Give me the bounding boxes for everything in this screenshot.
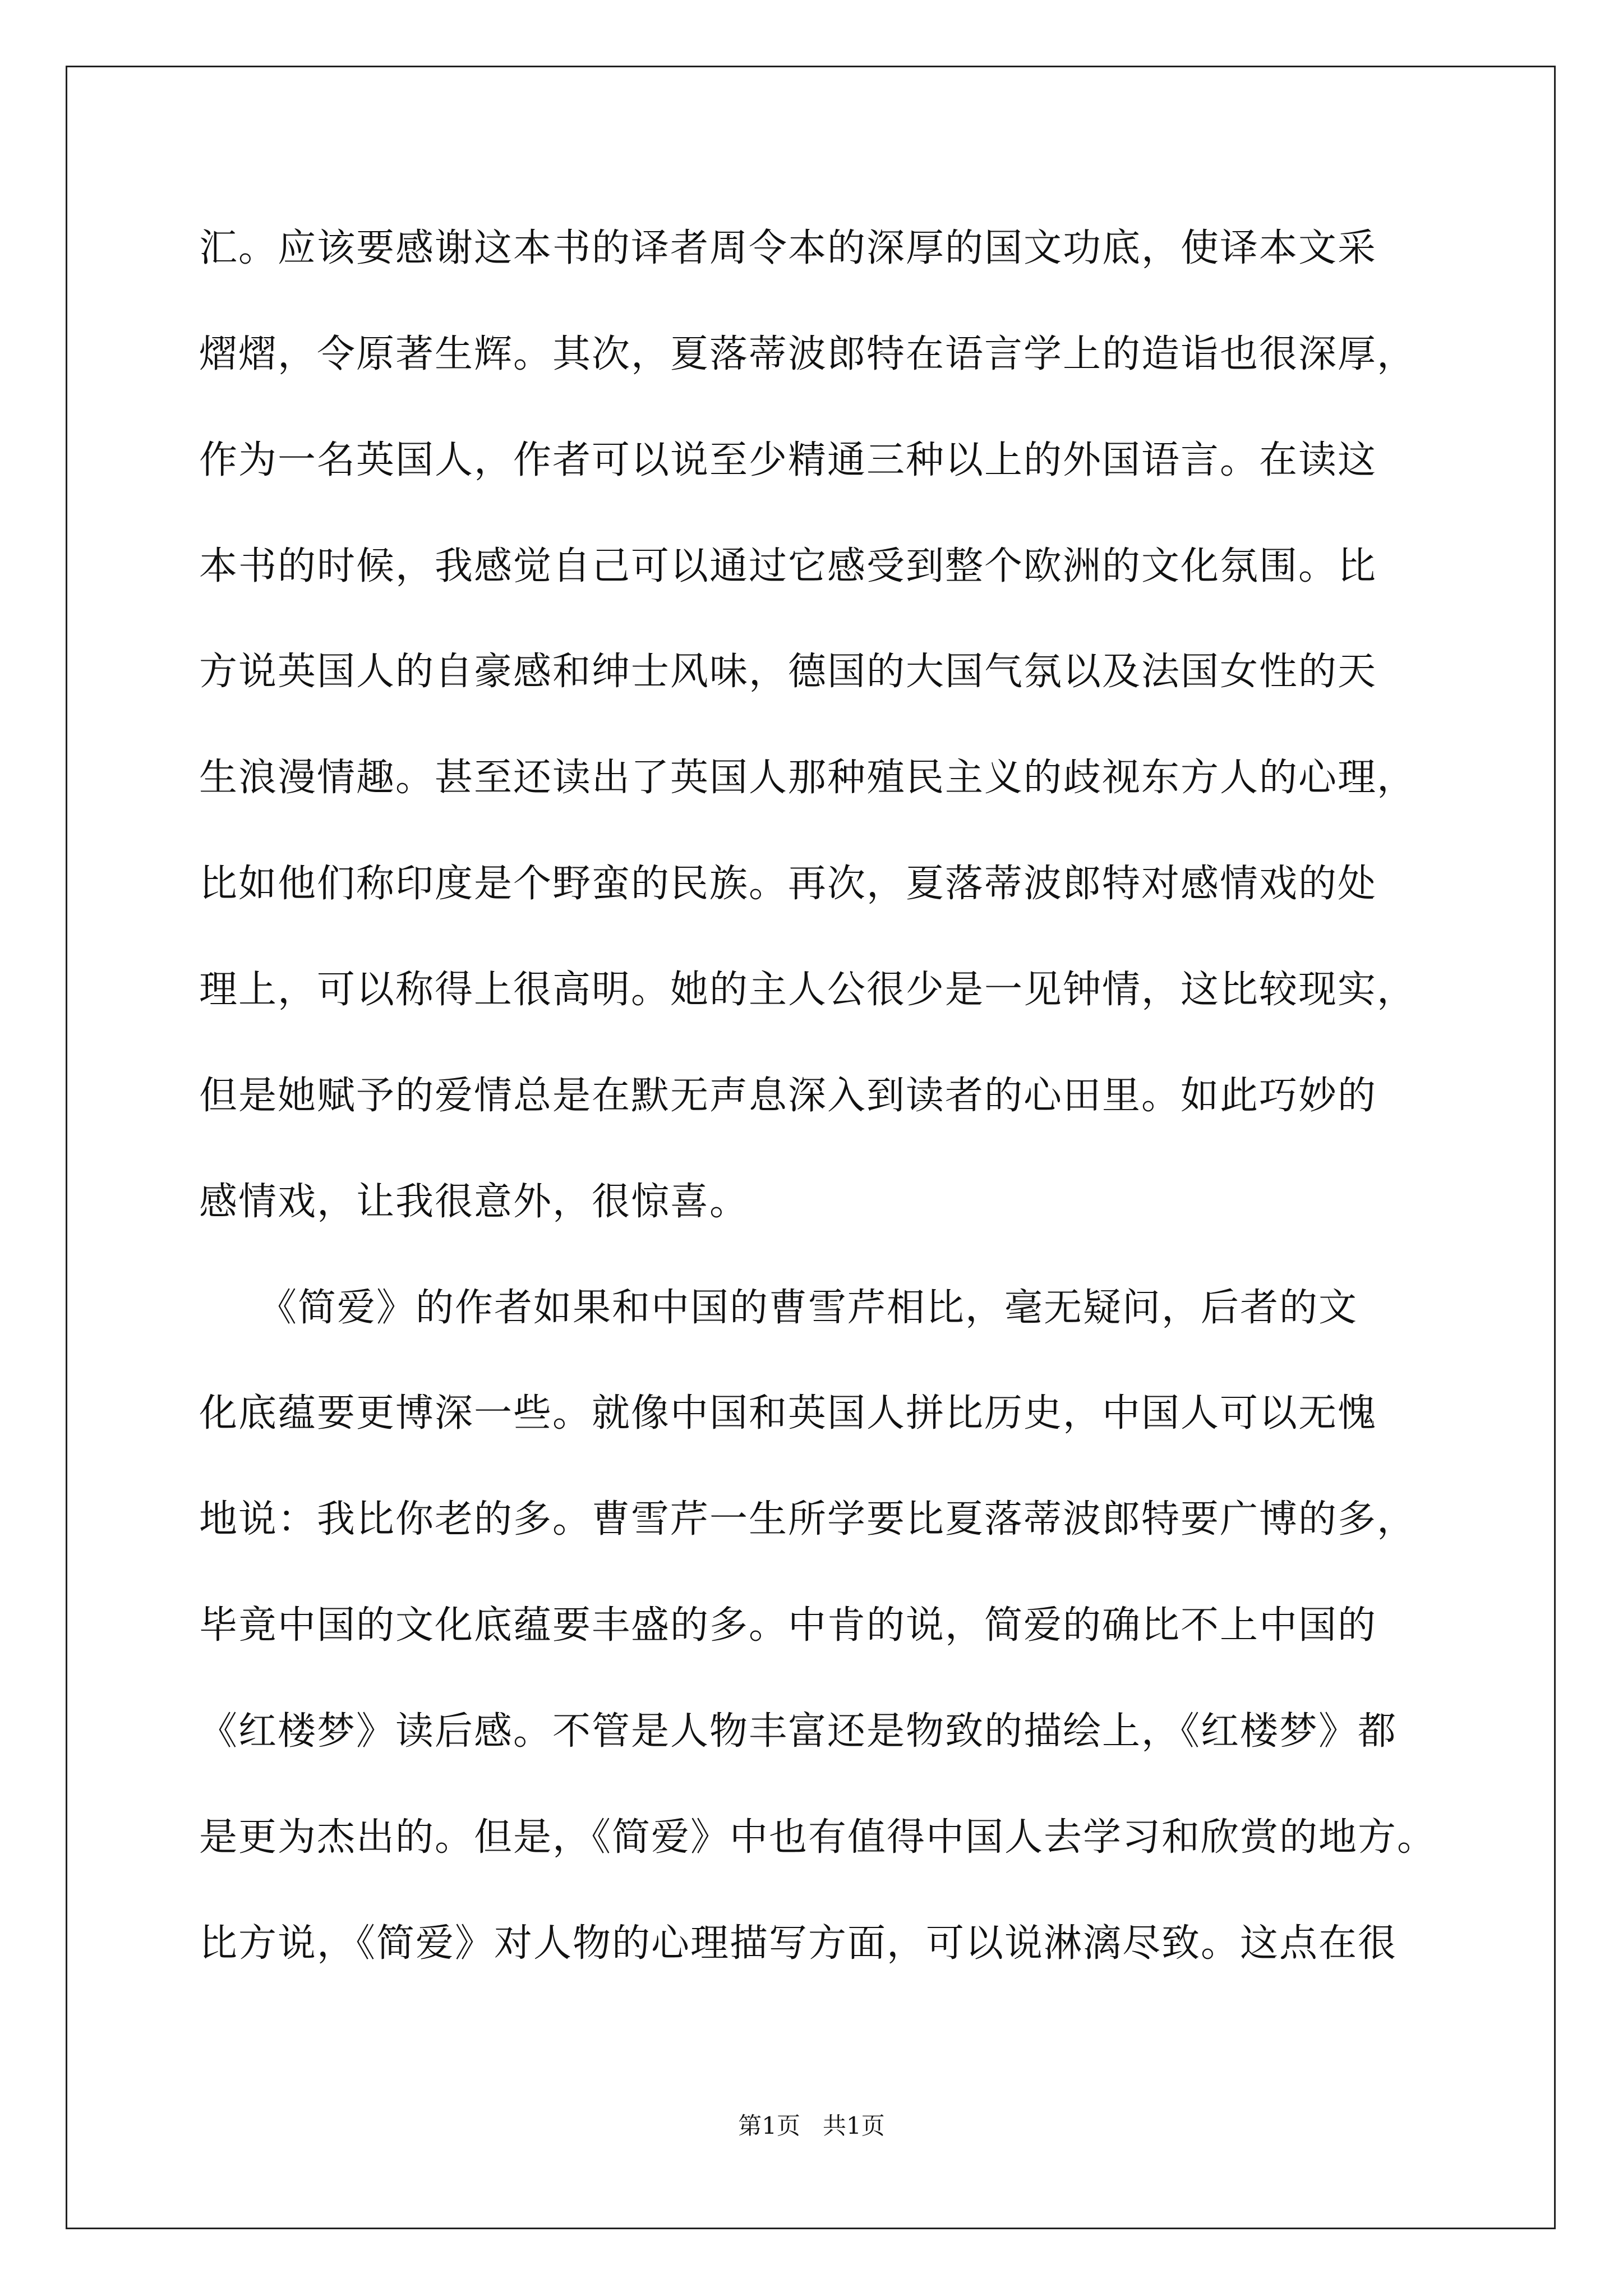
text-line: 比方说，《简爱》对人物的心理描写方面，可以说淋漓尽致。这点在很 (199, 1921, 1398, 1966)
text-line: 生浪漫情趣。甚至还读出了英国人那种殖民主义的歧视东方人的心理， (199, 756, 1417, 800)
text-line: 《简爱》的作者如果和中国的曹雪芹相比，毫无疑问，后者的文 (199, 1286, 1358, 1330)
page-footer: 第1页 共1页 (738, 2112, 885, 2139)
text-line: 感情戏，让我很意外，很惊喜。 (199, 1180, 749, 1224)
text-line: 毕竟中国的文化底蕴要丰盛的多。中肯的说，简爱的确比不上中国的 (199, 1603, 1377, 1648)
text-line: 本书的时候，我感觉自己可以通过它感受到整个欧洲的文化氛围。比 (199, 544, 1377, 588)
text-line: 《红楼梦》读后感。不管是人物丰富还是物致的描绘上，《红楼梦》都 (199, 1709, 1398, 1754)
text-line: 化底蕴要更博深一些。就像中国和英国人拼比历史，中国人可以无愧 (199, 1391, 1377, 1435)
text-line: 但是她赋予的爱情总是在默无声息深入到读者的心田里。如此巧妙的 (199, 1074, 1377, 1118)
text-line: 比如他们称印度是个野蛮的民族。再次，夏落蒂波郎特对感情戏的处 (199, 862, 1377, 906)
text-line: 理上，可以称得上很高明。她的主人公很少是一见钟情，这比较现实， (199, 968, 1417, 1012)
text-line: 方说英国人的自豪感和绅士风味，德国的大国气氛以及法国女性的天 (199, 650, 1377, 694)
text-line: 是更为杰出的。但是，《简爱》中也有值得中国人去学习和欣赏的地方。 (199, 1815, 1437, 1860)
page-border (66, 66, 1556, 2229)
text-line: 地说：我比你老的多。曹雪芹一生所学要比夏落蒂波郎特要广博的多， (199, 1497, 1417, 1542)
text-line: 汇。应该要感谢这本书的译者周令本的深厚的国文功底，使译本文采 (199, 226, 1377, 270)
text-line: 熠熠，令原著生辉。其次，夏落蒂波郎特在语言学上的造诣也很深厚， (199, 332, 1417, 376)
text-line: 作为一名英国人，作者可以说至少精通三种以上的外国语言。在读这 (199, 438, 1377, 482)
